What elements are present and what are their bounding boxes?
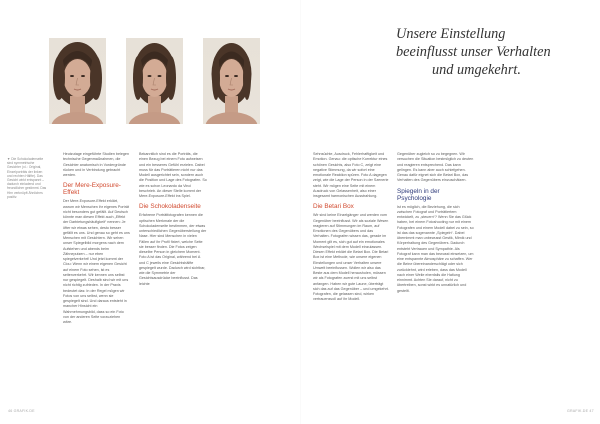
pull-quote-title: [396, 25, 600, 79]
text-column-4: [397, 152, 474, 294]
title-line-3: und umgekehrt.: [432, 62, 521, 78]
page-gutter: [300, 0, 301, 424]
folio-left: 46 GRAFIK.DE: [8, 409, 35, 413]
column-2-body: Erfahrene Porträtfotografen kennen die optischen Merkmale der die Schokoladenseite bestimmen, der etwas unterschiedlichen Gegenüberstellung der Nase. Hier sind Menschen in vielen Fällen auf ihr Profil fixiert, welche Seite sie besser finden. Die Fotos zeigen dieselbe Person in gleichem Moment. Foto A ist das Original, während bei A und C jeweils eine Gesichtshälfte gespiegelt wurde. Dadurch wird sichtbar, wie die Symmetrie der Gesichtsausdrücke beeinflusst. Das leichte: [139, 213, 207, 286]
face-photo-left: [49, 38, 106, 124]
column-3-intro: Sehnsüchte, Ausdruck, Fehlerhaftigkeit und Emotion. Genau: die optische Korrektur eines schönen Gesichts, also Foto C, zeigt eine negative Stimmung, da wir sofort eine emotionale Reaktion spüren. Foto A dagegen zeigt, wie die Lage der Person in der Szenerie steht. Wir mögen eine Seite mit einem Ausdruck von Gelassenheit, also einer insgesamt harmonischen Ausstrahlung.: [313, 152, 389, 198]
heading-betari-box: Die Betari Box: [313, 203, 354, 211]
column-1-body: Der Mere-Exposure-Effekt erklärt, warum wir Menschen ihr eigenes Porträt nicht besonders gut gefällt. Auf Deutsch könnte man diesen Effekt auch „Effekt der Darbietungshäufigkeit“ nennen: Je öfter wir etwas sehen, desto besser gefällt es uns. Und genau so geht es uns Menschen mit Gesichtern. Wir sehen unser Spiegelbild morgens nach dem Aufstehen und abends beim Zähneputzen – nur eben spiegelverkehrt! Und jetzt kommt der Clou: Wenn wir einem eigenen Gesicht auf einem Foto sehen, ist es seitenverkehrt. Wir kennen uns selbst nur gespiegelt. Deshalb sind wir mit uns nicht richtig zufrieden. In der Praxis bedeutet das: In der Regel mögen wir Fotos von uns selbst, wenn sie gespiegelt sind. Und daraus entsteht in mancher Hinsicht ein Wahrnehmungsbild, dass so ein Foto von der anderen Seite vorzuziehen wäre.: [63, 199, 130, 324]
column-3-body: Wir sind keine Einzelgänger und werden vom Gegenüber beeinflusst. Wir als soziale Wesen reagieren auf Stimmungen im Raum, auf Emotionen des Gegenübers und das Verhalten. Fotografen wissen das, gerade im Moment gilt es, sich gut auf ein emotionales Wechselspiel mit dem Modell einzulassen. Diesen Effekt erklärt die Betari Box. Die Betari Box ist eine Methode, wie unsere eigenen Einstellungen und unser Verhalten unsere Umwelt beeinflussen. Wollen wir also das Beste aus dem Modell herausholen, müssen wir als Fotografen zuerst mit uns selbst anfangen. Haben wir gute Laune, überträgt sich das auf das Gegenüber – und umgekehrt. Fotografen, die gelassen sind, wirken vertrauensvoll auf ihr Modell.: [313, 213, 389, 302]
title-line-1: Unsere Einstellung: [396, 26, 506, 42]
column-1-intro: Heutzutage eingeführte Studien belegen technische Gegenmaßnahmen, die Gesichter anatomisch in Vordergründe rücken und in Verbindung gebracht werden.: [63, 152, 130, 177]
heading-spiegeln: Spiegeln in der Psychologie: [397, 187, 440, 202]
column-4-intro: Gegenüber zugleich so zu begegnen. Wir versuchen die Situation bestmöglich zu deuten und reagieren entsprechend. Das kann gelingen. Es kann aber auch schiefgehen. Genau dafür eignet sich die Betari Box, das Verhalten des Gegenübers einzuschätzen.: [397, 152, 474, 183]
caption-text: Die Schokoladenseite sind symmetrische Gesichter (v.l.: Original, Einzelporträts der linken und rechten Hälfte). Das Gesicht wirkt entspannt – dadurch einladend und freundlicher gestimmt. Das Hirn verknüpft Ähnliches positiv.: [7, 157, 47, 199]
caption-marker-icon: ▼: [7, 157, 11, 161]
text-column-3: [313, 152, 390, 303]
heading-schokoladenseite: Die Schokoladenseite: [139, 203, 201, 211]
column-4-body: Ist es möglich, die Beziehung, die sich zwischen Fotograf und Porträtiertem entwickelt, zu „steuern“? Wenn Sie das Glück haben, bei einem Fotoshooting nur mit einem Fotografen und einem Modell dabei zu sein, so ist das das sogenannte „Spiegeln“. Dabei übernimmt man unbewusst Gestik, Mimik und Körperhaltung des Gegenübers. Dadurch entsteht Vertrauen und Sympathie. Als Fotograf kann man das bewusst einsetzen, um eine entspannte Atmosphäre zu schaffen. Wer die Beine übereinanderschlägt oder sich zurücklehnt, wird erleben, dass das Modell nach einer Weile ebenfalls die Haltung einnimmt. Achten Sie darauf, nicht zu übertreiben, sonst wirkt es unnatürlich und gestellt.: [397, 204, 474, 293]
text-column-2: [139, 152, 207, 287]
title-line-2: beeinflusst unser Verhalten: [396, 44, 551, 60]
photo-caption: [7, 157, 47, 199]
face-photo-right: [203, 38, 260, 124]
column-2-intro: Bekanntlich sind es die Porträts, die einen Bezug bei einem Foto aufweisen und ein besseres Gefühl erzielen. Dabei muss für das Porträtieren nicht nur das Modell ausgerichtet sein, sondern auch die Position und Lage des Fotografen. So wie es schon Leonardo da Vinci beschrieb. An dieser Stelle kommt der Mere-Exposure-Effekt ins Spiel.: [139, 152, 207, 198]
face-photo-original: [126, 38, 183, 124]
text-column-1: [63, 152, 130, 325]
heading-mere-exposure: Der Mere-Exposure-Effekt: [63, 182, 121, 197]
folio-right: GRAFIK.DE 47: [567, 409, 594, 413]
